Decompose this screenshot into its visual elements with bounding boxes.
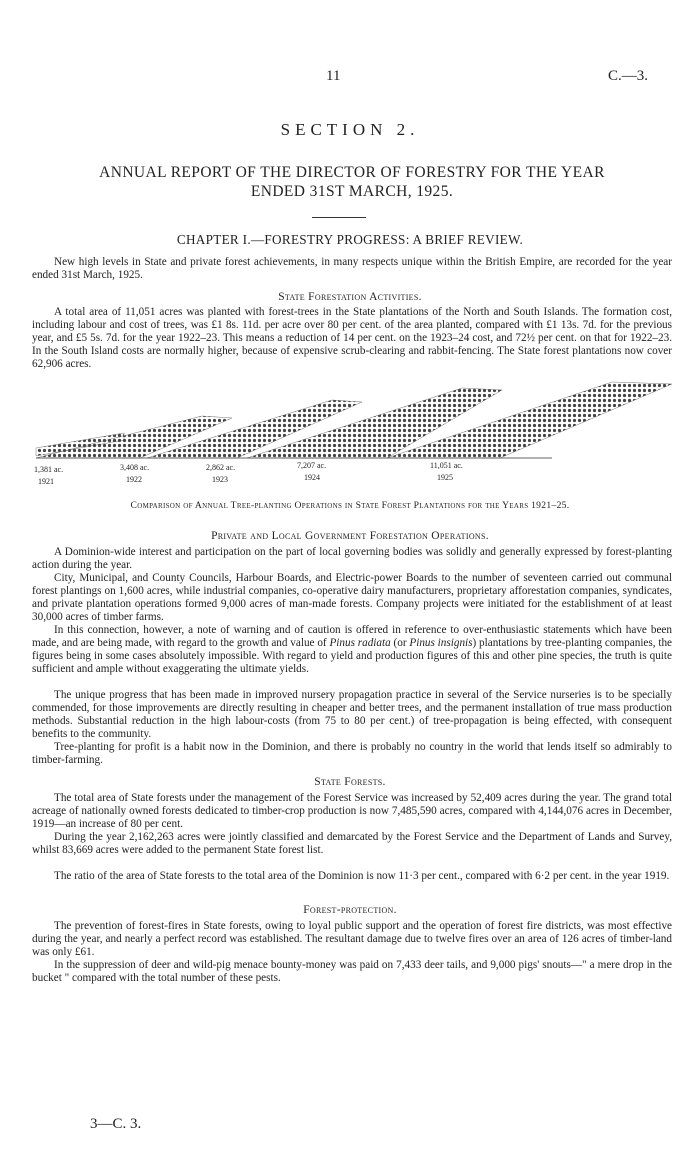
figure-label-acres-1921: 1,381 ac. [34,465,64,474]
intro-paragraph [32,256,672,282]
figure-label-year-1921: 1921 [38,477,54,486]
state-forests-paragraph-3 [32,870,672,883]
document-reference: C.—3. [608,68,649,84]
figure-label-acres-1925: 11,051 ac. [430,461,463,470]
forest-protection-paragraph-1-text: The prevention of forest-fires in State forests, owing to loyal public support and the operation of forest fire districts, was most effective during the year, and nearly a perfect record was established. The resultant damage due to twelve fires over an area of 126 acres of timber-land was only £61. [32,920,672,958]
private-paragraph-1 [32,546,672,572]
state-forests-paragraph-1-text: The total area of State forests under the management of the Forest Service was increased by 52,409 acres during the year. The grand total acreage of nationally owned forests dedicated to timber-crop production is now 7,485,590 acres, compared with 4,144,076 acres in December, 1919—an increase of 80 per cent. [32,792,672,830]
title-divider [312,217,366,218]
state-forests-paragraph-1 [32,792,672,831]
forest-protection-paragraph-2-text: In the suppression of deer and wild-pig menace bounty-money was paid on 7,433 deer tails, and 9,000 pigs' snouts—" a mere drop in the bucket " compared with the total number of these pests. [32,959,672,984]
state-forests-paragraph-3-text: The ratio of the area of State forests to the total area of the Dominion is now 11·3 per cent., compared with 6·2 per cent. in the year 1919. [54,870,670,882]
state-forests-paragraph-2-text: During the year 2,162,263 acres were jointly classified and demarcated by the Forest Service and the Department of Lands and Survey, whilst 83,669 acres were added to the permanent State forest list. [32,831,672,856]
private-forestation-heading: Private and Local Government Forestation Operations. [211,530,489,542]
plantation-comparison-figure [32,378,672,496]
private-paragraph-3 [32,624,672,676]
footer-signature: 3—C. 3. [90,1116,142,1132]
private-paragraph-1-text: A Dominion-wide interest and participation on the part of local governing bodies was solidly and generally expressed by forest-planting action during the year. [32,546,672,571]
intro-paragraph-text: New high levels in State and private forest achievements, in many respects unique within the British Empire, are recorded for the year ended 31st March, 1925. [32,256,672,281]
report-title [32,163,672,201]
figure-label-year-1924: 1924 [304,473,320,482]
section-title: SECTION 2. [280,120,420,139]
report-title-line-1: ANNUAL REPORT OF THE DIRECTOR OF FORESTRY FOR THE YEAR [99,164,605,181]
private-paragraph-2 [32,572,672,624]
figure-label-year-1925: 1925 [437,473,453,482]
private-paragraph-3-text: In this connection, however, a note of warning and of caution is offered in reference to over-enthusiastic statements which have been made, and are being made, with regard to the growth and value of Pinus radiata (or Pinus insignis) plantations by tree-planting companies, the figures being in some cases absolutely impossible. With regard to yield and production figures of this and other pine species, the truth is quite sufficient and ample without exaggerating the ultimate yields. [32,624,673,675]
page-number: 11 [326,68,341,84]
private-paragraph-4-text: The unique progress that has been made in improved nursery propagation practice in several of the Service nurseries is to be specially commended, for those improvements are directly resulting in cheaper and better trees, and the permanent installation of true mass production methods. Substantial reduction in the high labour-costs (from 75 to 80 per cent.) of tree-propagation is being effected, with consequent benefits to the community. [32,689,672,740]
forest-protection-heading: Forest-protection. [303,904,397,916]
state-forests-heading: State Forests. [314,776,386,788]
figure-label-acres-1924: 7,207 ac. [297,461,327,470]
figure-label-year-1922: 1922 [126,475,142,484]
chapter-title: CHAPTER I.—FORESTRY PROGRESS: A BRIEF REVIEW. [176,232,524,247]
state-forests-paragraph-2 [32,831,672,857]
private-paragraph-2-text: City, Municipal, and County Councils, Harbour Boards, and Electric-power Boards to the number of seventeen carried out communal forest plantings on 1,600 acres, while industrial companies, co-operative dairy manufacturers, proprietary afforestation companies, syndicates, and private plantation operations formed 9,000 acres of man-made forests. Company projects were initiated for the establishment of at least 30,000 acres of timber farms. [32,572,672,623]
figure-label-acres-1923: 2,862 ac. [206,463,236,472]
figure-caption: Comparison of Annual Tree-planting Operations in State Forest Plantations for the Years 1921–25. [130,500,570,511]
figure-label-year-1923: 1923 [212,475,228,484]
forest-protection-paragraph-2 [32,959,672,985]
state-forestation-paragraph [32,306,672,371]
forest-protection-paragraph-1 [32,920,672,959]
state-forestation-heading: State Forestation Activities. [278,291,422,303]
private-paragraph-4 [32,689,672,741]
private-paragraph-5-text: Tree-planting for profit is a habit now in the Dominion, and there is probably no country in the world that lends itself so admirably to timber-farming. [32,741,672,766]
state-forestation-text: A total area of 11,051 acres was planted with forest-trees in the State plantations of the North and South Islands. The formation cost, including labour and cost of trees, was £1 8s. 11d. per acre over 80 per cent. of the area planted, compared with £1 13s. 7d. for the previous year, and £5 5s. 7d. for the year 1922–23. This means a reduction of 14 per cent. on the 1923–24 cost, and 72½ per cent. on that for 1922–23. In the South Island costs are normally higher, because of expensive scrub-clearing and rabbit-fencing. The State forest plantations now cover 62,906 acres. [32,306,672,370]
figure-label-acres-1922: 3,408 ac. [120,463,150,472]
report-title-line-2: ENDED 31ST MARCH, 1925. [250,183,454,200]
private-paragraph-5 [32,741,672,767]
